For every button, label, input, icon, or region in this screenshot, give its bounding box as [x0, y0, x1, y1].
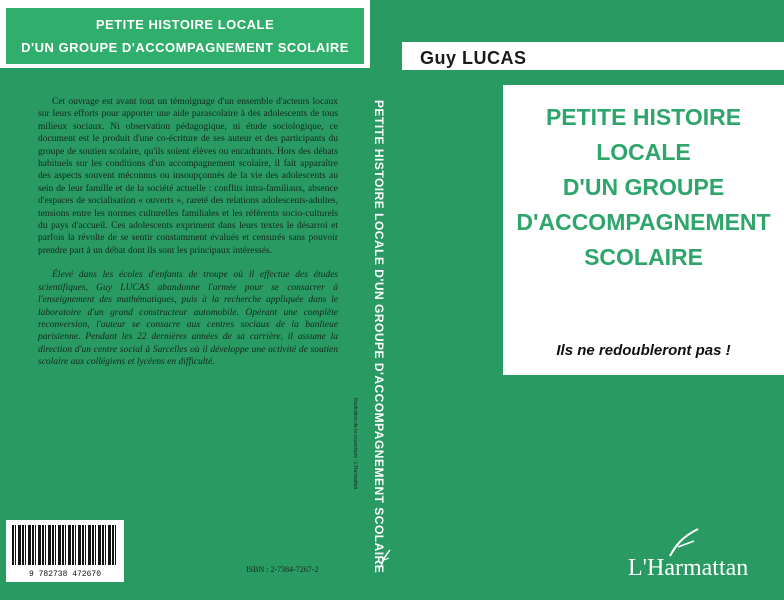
- back-title-line-1: PETITE HISTOIRE LOCALE: [95, 17, 275, 32]
- harmattan-logo-icon: [664, 527, 704, 557]
- back-body-text: [38, 96, 338, 381]
- summary-paragraph: Cet ouvrage est avant tout un témoignage d'un ensemble d'acteurs locaux sur leurs efforts pour apporter une aide parascolaire à des adolescents de tous milieux sociaux. Ni observation pédagogique, ni étude sociologique, ce document est le produit d'une co-écriture de ses auteur et des participants du groupe de soutien scolaire, qu'ils soient élèves ou encadrants. Hors des débats habituels sur les conditions d'un accompagnement scolaire, il fait apparaître des aspects souvent méconnus ou insoupçonnés de la vie des adolescents au sein de leur famille et de la société actuelle : conflits intra-familiaux, absence d'espaces de socialisation « ouverts », rareté des relations adolescents-adultes, tensions entre les normes culturelles familiales et les référents socio-culturels du pays d'accueil. Ces adolescents expriment dans leurs textes le désarroi et parfois la révolte de se sentir constamment évalués et censurés sans pouvoir prendre part à un débat dont ils sont les principaux intéressés.: [38, 97, 338, 256]
- front-author: Guy LUCAS: [420, 48, 527, 68]
- author-bio-paragraph: Élevé dans les écoles d'enfants de troupe où il effectue des études scientifiques, Guy LUCAS abandonne l'armée pour se consacrer à l'enseignement des mathématiques, puis à la recherche appliquée dans le laboratoire d'un grand constructeur automobile. Opérant une complète reconversion, l'auteur se consacre aux centres sociaux de la banlieue parisienne. Pendant les 22 dernières années de sa carrière, il assume la direction d'un centre social à Sarcelles où il développe une activité de soutien scolaire aux collégiens et lycéens en difficulté.: [38, 270, 338, 368]
- front-title-line: LOCALE: [596, 139, 691, 165]
- spine-title: PETITE HISTOIRE LOCALE D'UN GROUPE D'ACCOMPAGNEMENT SCOLAIRE: [372, 100, 386, 574]
- barcode-bars: [12, 525, 118, 565]
- publisher-logo-icon: [378, 548, 392, 568]
- back-title-box: [6, 8, 364, 64]
- front-title-line: D'UN GROUPE: [562, 174, 725, 200]
- back-title-line-2: D'UN GROUPE D'ACCOMPAGNEMENT SCOLAIRE: [21, 40, 349, 55]
- front-title-line: PETITE HISTOIRE: [545, 104, 742, 130]
- front-title: [503, 100, 784, 275]
- front-title-line: D'ACCOMPAGNEMENT: [516, 209, 771, 235]
- barcode: [6, 520, 124, 582]
- spine-credit: Illustration de la couverture : L'Harmattan: [352, 398, 358, 490]
- front-title-line: SCOLAIRE: [584, 244, 703, 270]
- isbn-text: ISBN : 2-7384-7267-2: [246, 565, 319, 574]
- barcode-digits: 9 782738 472670: [28, 570, 101, 579]
- publisher-name: L'Harmattan: [628, 555, 749, 581]
- front-subtitle: Ils ne redoubleront pas !: [556, 342, 731, 359]
